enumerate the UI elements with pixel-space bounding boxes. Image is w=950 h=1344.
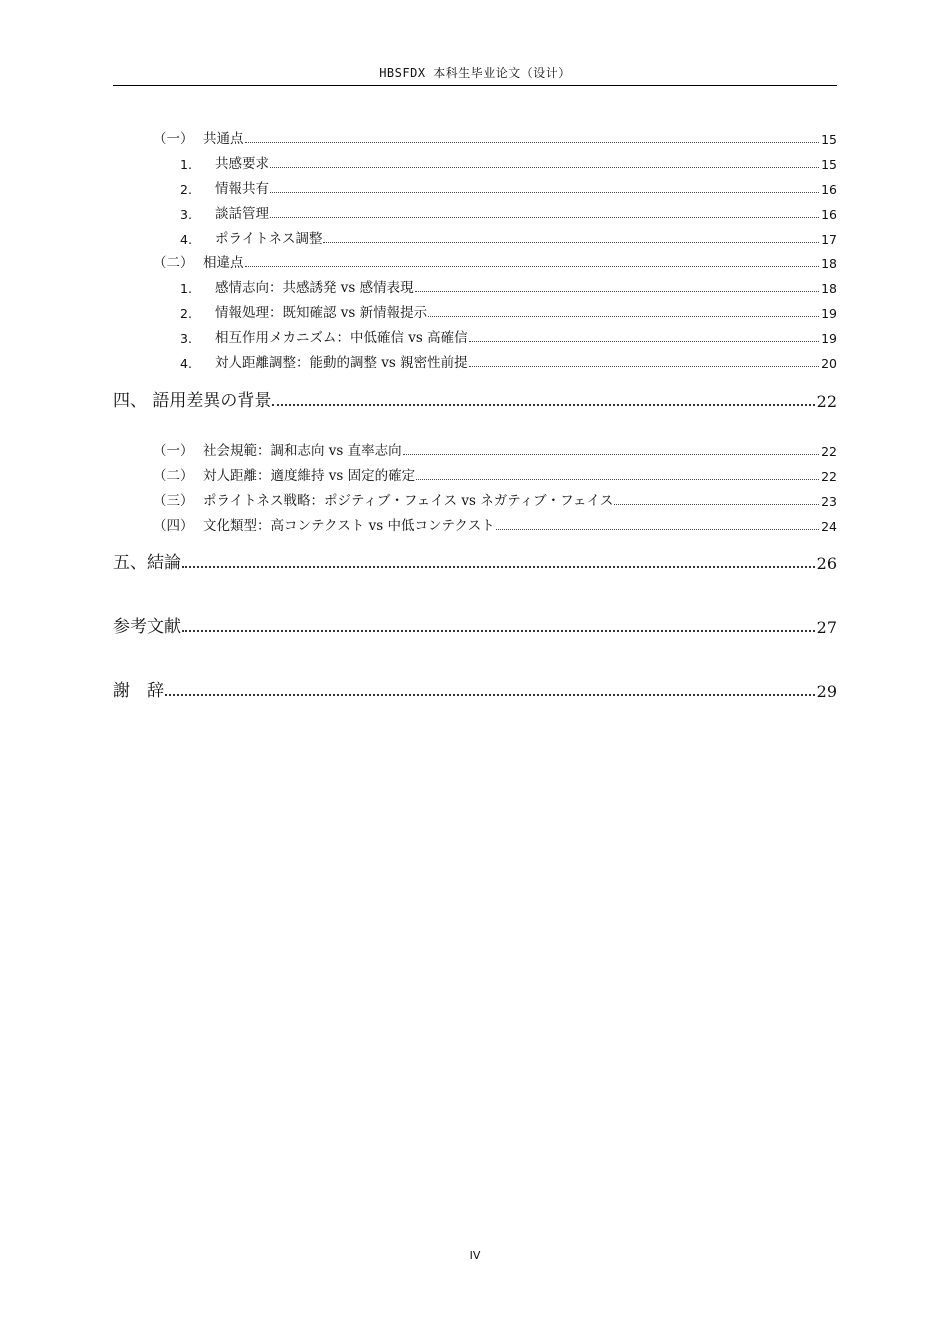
toc-entry-page: 18	[821, 256, 837, 271]
toc-entry-commonalities[interactable]	[153, 127, 837, 147]
toc-entry-page: 17	[821, 232, 837, 247]
toc-entry-number: 1.	[180, 157, 192, 172]
toc-entry-page: 15	[821, 132, 837, 147]
toc-entry-info-processing[interactable]	[180, 301, 837, 321]
toc-entry-title: 共感要求	[215, 156, 269, 172]
running-header: HBSFDX 本科生毕业论文（设计）	[379, 66, 571, 80]
toc-entry-culture-type[interactable]	[153, 514, 837, 534]
toc-entry-page: 19	[821, 306, 837, 321]
toc-entry-page: 19	[821, 331, 837, 346]
toc-entry-title: 文化類型：高コンテクスト vs 中低コンテクスト	[203, 518, 495, 534]
dot-leader	[469, 341, 819, 342]
toc-entry-page: 16	[821, 207, 837, 222]
toc-entry-title: 情報共有	[215, 181, 269, 197]
toc-entry-interpersonal-distance[interactable]	[153, 464, 837, 484]
toc-entry-title: 談話管理	[215, 206, 269, 222]
toc-entry-title: ポライトネス戦略：ポジティブ・フェイス vs ネガティブ・フェイス	[203, 493, 614, 509]
toc-entry-interaction[interactable]	[180, 326, 837, 346]
toc-entry-number: 3.	[180, 331, 192, 346]
toc-entry-title: 参考文献	[113, 617, 181, 637]
toc-entry-title: 感情志向：共感誘発 vs 感情表現	[215, 280, 414, 296]
toc-entry-page: 27	[816, 618, 837, 637]
toc-entry-info-sharing[interactable]	[180, 177, 837, 197]
toc-entry-page: 18	[821, 281, 837, 296]
dot-leader	[496, 529, 819, 530]
toc-entry-empathy[interactable]	[180, 152, 837, 172]
toc-entry-page: 26	[816, 554, 837, 573]
toc-entry-page: 22	[816, 392, 837, 411]
toc-entry-number: （一）	[153, 131, 194, 147]
toc-entry-number: 4.	[180, 356, 192, 371]
dot-leader	[245, 266, 820, 267]
toc-entry-number: 3.	[180, 207, 192, 222]
header-rule	[113, 85, 837, 86]
toc-entry-page: 15	[821, 157, 837, 172]
dot-leader	[428, 316, 819, 317]
toc-entry-social-norms[interactable]	[153, 439, 837, 459]
toc-entry-number: 1.	[180, 281, 192, 296]
toc-entry-emotion[interactable]	[180, 276, 837, 296]
toc-chapter-references[interactable]	[113, 611, 837, 637]
toc-entry-number: 4.	[180, 232, 192, 247]
toc-entry-page: 22	[821, 469, 837, 484]
toc-entry-page: 20	[821, 356, 837, 371]
toc-entry-page: 29	[816, 682, 837, 701]
toc-entry-number: 2.	[180, 306, 192, 321]
toc-entry-page: 24	[821, 519, 837, 534]
toc-entry-title: 共通点	[203, 131, 244, 147]
toc-entry-distance[interactable]	[180, 351, 837, 371]
toc-entry-title: 対人距離：適度維持 vs 固定的確定	[203, 468, 416, 484]
toc-entry-number: （三）	[153, 493, 194, 509]
dot-leader	[182, 630, 815, 632]
toc-entry-title: 情報処理：既知確認 vs 新情報提示	[215, 305, 428, 321]
toc-entry-number: （二）	[153, 468, 194, 484]
toc-entry-title: ポライトネス調整	[215, 231, 323, 247]
page-number: IV	[469, 1249, 481, 1262]
toc-chapter-conclusion[interactable]	[113, 547, 837, 573]
toc-entry-title: 五、結論	[113, 553, 181, 573]
toc-entry-politeness[interactable]	[180, 227, 837, 247]
dot-leader	[272, 404, 814, 406]
toc-entry-title: 相互作用メカニズム：中低確信 vs 高確信	[215, 330, 468, 346]
toc-entry-title: 社会規範：調和志向 vs 直率志向	[203, 443, 402, 459]
dot-leader	[245, 142, 820, 143]
dot-leader	[416, 479, 819, 480]
dot-leader	[415, 291, 819, 292]
dot-leader	[270, 167, 819, 168]
toc-chapter-acknowledgements[interactable]	[113, 675, 837, 701]
toc-entry-number: （二）	[153, 255, 194, 271]
dot-leader	[614, 504, 819, 505]
toc-entry-page: 23	[821, 494, 837, 509]
dot-leader	[323, 242, 819, 243]
dot-leader	[270, 217, 819, 218]
toc-entry-title: 対人距離調整：能動的調整 vs 親密性前提	[215, 355, 468, 371]
toc-entry-discourse[interactable]	[180, 202, 837, 222]
toc-entry-differences[interactable]	[153, 251, 837, 271]
toc-entry-page: 22	[821, 444, 837, 459]
toc-entry-politeness-strategy[interactable]	[153, 489, 837, 509]
dot-leader	[403, 454, 819, 455]
toc-entry-number: 2.	[180, 182, 192, 197]
toc-entry-page: 16	[821, 182, 837, 197]
dot-leader	[270, 192, 819, 193]
dot-leader	[469, 366, 819, 367]
dot-leader	[165, 694, 815, 696]
toc-entry-title: 相違点	[203, 255, 244, 271]
toc-entry-title: 謝 辞	[113, 681, 164, 701]
toc-chapter-background[interactable]	[113, 385, 837, 411]
dot-leader	[182, 566, 815, 568]
toc-entry-number: （一）	[153, 443, 194, 459]
toc-entry-title: 四、 語用差異の背景	[113, 391, 272, 411]
toc-entry-number: （四）	[153, 518, 194, 534]
